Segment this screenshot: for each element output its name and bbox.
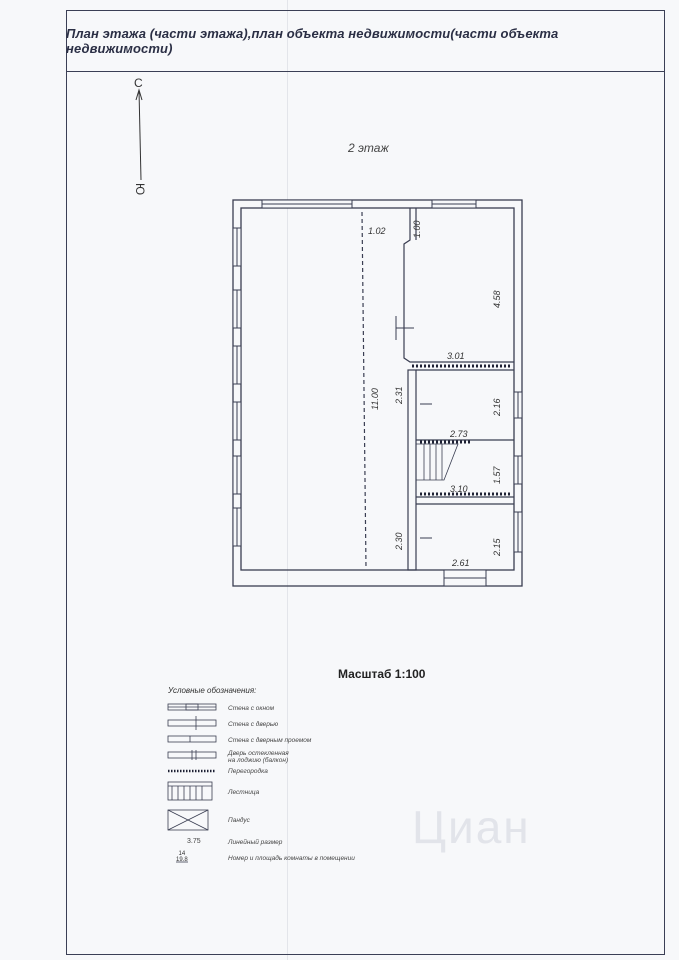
legend-wall-door: Стена с дверью	[228, 721, 279, 728]
watermark-logo: Циан	[412, 801, 531, 853]
legend-wall-window: Стена с окном	[228, 705, 275, 712]
compass-south-label: Ю	[133, 182, 148, 196]
window-top-left	[262, 200, 352, 208]
legend-title: Условные обозначения:	[168, 686, 257, 695]
legend-ramp: Пандус	[228, 817, 250, 824]
legend-linear-size-label: Линейный размер	[228, 839, 283, 846]
dim-2-73: 2.73	[450, 429, 468, 439]
compass-arrow-icon	[136, 90, 142, 180]
document-title: План этажа (части этажа),план объекта недвижимости(части объекта недвижимости)	[66, 25, 559, 56]
legend-room-label: Номер и площадь комнаты в помещении	[228, 855, 355, 862]
windows-left	[233, 228, 241, 546]
inner-walls	[404, 208, 514, 570]
legend-stairs: Лестница	[228, 789, 260, 796]
dim-2-31: 2.31	[394, 386, 404, 404]
dim-1-57: 1.57	[492, 466, 502, 484]
dim-3-01: 3.01	[447, 351, 465, 361]
dim-1-00: 1.00	[412, 220, 422, 238]
floor-label: 2 этаж	[348, 141, 389, 155]
partition-dashed	[362, 212, 366, 568]
legend-linear-size-example: 3.75	[187, 838, 201, 845]
compass-north-label: С	[134, 76, 143, 90]
dim-1-02: 1.02	[368, 226, 386, 236]
dim-2-15: 2.15	[492, 538, 502, 556]
legend-room-example	[176, 851, 188, 863]
window-top-right	[432, 200, 476, 208]
staircase	[416, 444, 458, 480]
legend-partition: Перегородка	[228, 768, 268, 775]
dim-11-00: 11.00	[370, 388, 380, 410]
window-bottom	[444, 570, 486, 586]
legend-glazed-door: Дверь остекленная на лоджию (балкон)	[228, 750, 289, 764]
dim-2-30: 2.30	[394, 532, 404, 550]
dim-2-61: 2.61	[452, 558, 470, 568]
scale-label: Масштаб 1:100	[338, 667, 426, 681]
dim-4-58: 4.58	[492, 290, 502, 308]
windows-right	[514, 392, 522, 552]
legend-wall-doorway: Стена с дверным проемом	[228, 737, 312, 744]
legend-room-number: 14	[178, 851, 186, 857]
dim-2-16: 2.16	[492, 398, 502, 416]
dim-3-10: 3.10	[450, 484, 468, 494]
legend-room-area: 19.8	[176, 857, 188, 863]
doors	[396, 316, 432, 538]
